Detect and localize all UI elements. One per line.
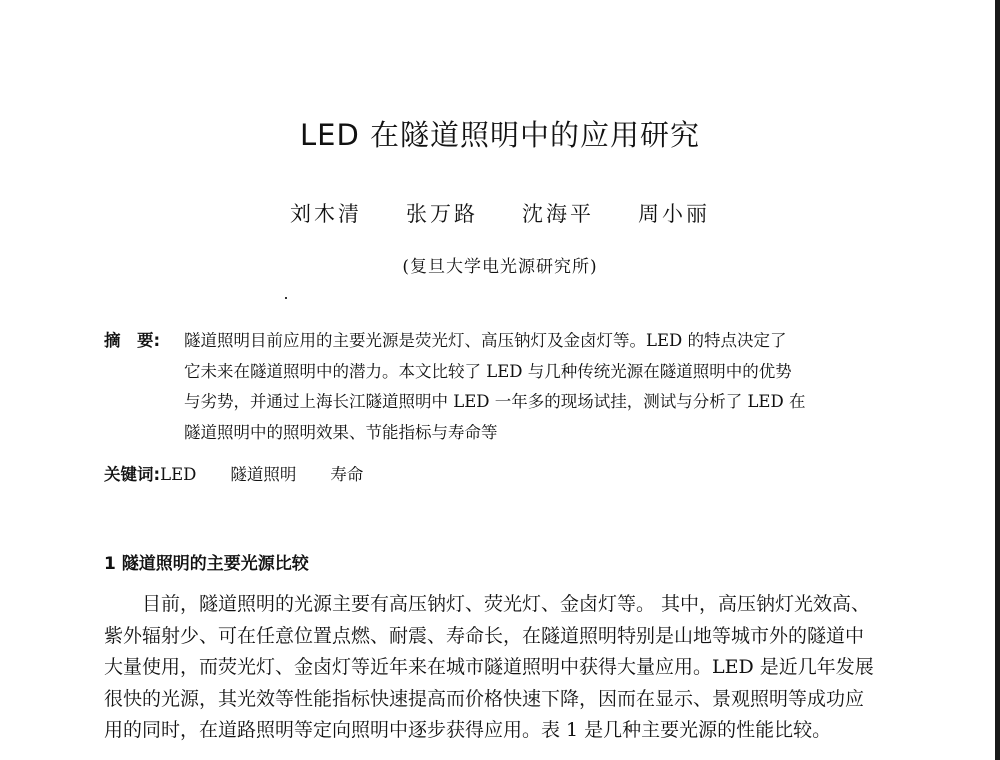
author-list <box>0 198 1000 228</box>
abstract-line: 它未来在隧道照明中的潜力。本文比较了 LED 与几种传统光源在隧道照明中的优势 <box>184 361 792 381</box>
abstract-text <box>184 326 919 448</box>
abstract-line: 与劣势，并通过上海长江隧道照明中 LED 一年多的现场试挂，测试与分析了 LED 在 <box>184 392 806 411</box>
keywords-label: 关键词: <box>104 465 161 484</box>
body-line: 用的同时，在道路照明等定向照明中逐步获得应用。表 1 是几种主要光源的性能比较。 <box>104 719 832 741</box>
body-line: 紫外辐射少、可在任意位置点燃、耐震、寿命长，在隧道照明特别是山地等城市外的隧道中 <box>104 624 865 647</box>
body-line: 大量使用，而荧光灯、金卤灯等近年来在城市隧道照明中获得大量应用。LED 是近几年发展 <box>104 656 874 678</box>
keywords <box>104 460 397 490</box>
abstract-label: 摘 要: <box>104 331 161 350</box>
body-line: 目前，隧道照明的光源主要有高压钠灯、荧光灯、金卤灯等。 其中，高压钠灯光效高、 <box>142 593 871 615</box>
abstract-line: 隧道照明中的照明效果、节能指标与寿命等 <box>184 422 498 442</box>
keyword: LED <box>160 465 197 484</box>
abstract-line: 隧道照明目前应用的主要光源是荧光灯、高压钠灯及金卤灯等。LED 的特点决定了 <box>184 331 787 350</box>
body-line: 很快的光源，其光效等性能指标快速提高而价格快速下降，因而在显示、景观照明等成功应 <box>104 687 865 710</box>
keyword: 寿命 <box>330 465 364 484</box>
paper-title: LED 在隧道照明中的应用研究 <box>299 118 701 152</box>
keyword: 隧道照明 <box>230 465 297 484</box>
section-body <box>104 589 919 747</box>
author: 张万路 <box>406 202 478 226</box>
author: 沈海平 <box>522 202 594 226</box>
author: 周小丽 <box>638 202 710 226</box>
scan-speck <box>285 297 287 299</box>
section-heading: 1 隧道照明的主要光源比较 <box>104 554 309 574</box>
author: 刘木清 <box>290 202 362 226</box>
affiliation: (复旦大学电光源研究所) <box>402 257 598 277</box>
